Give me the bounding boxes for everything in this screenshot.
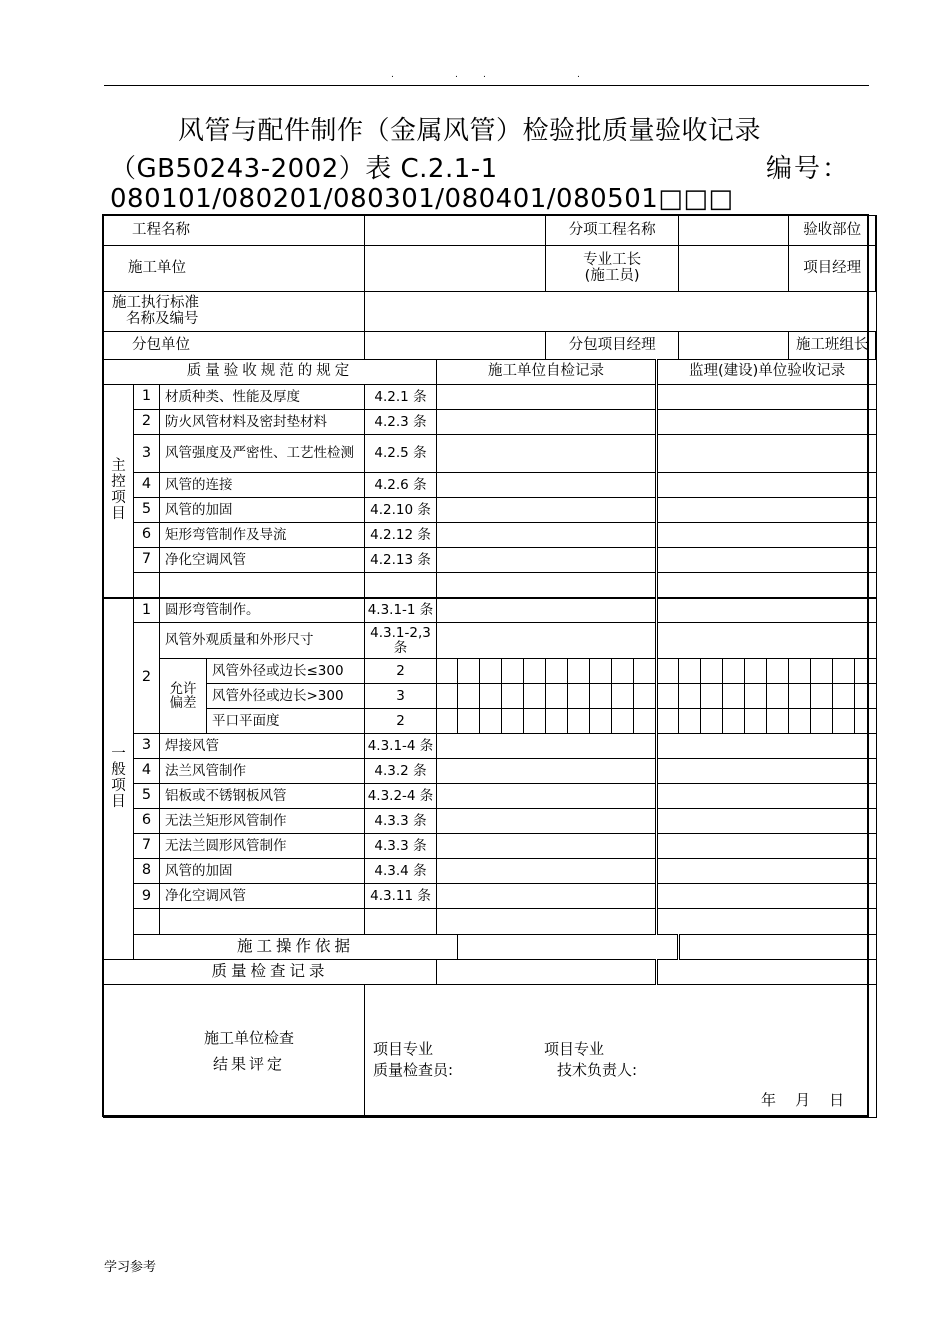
item-name: 铝板或不锈钢板风管 [160, 784, 365, 809]
item-clause: 4.3.3 条 [365, 809, 437, 834]
item-no: 6 [134, 523, 160, 548]
value-operation-basis-supervisor[interactable] [679, 934, 877, 959]
supervisor-cell[interactable] [657, 909, 877, 934]
item-name: 无法兰圆形风管制作 [160, 834, 365, 859]
item-clause: 4.3.1-2,3 条 [365, 623, 437, 659]
team-leader-cell [789, 332, 877, 360]
label-subcontract-unit: 分包单位 [104, 332, 365, 360]
header-dot: . [391, 70, 394, 80]
value-quality-record[interactable] [437, 959, 657, 984]
item-name: 风管外观质量和外形尺寸 [160, 623, 365, 659]
measure-cell[interactable] [833, 709, 855, 734]
supervisor-cell[interactable] [657, 573, 877, 598]
measure-cell[interactable] [789, 659, 811, 684]
col-header-self-check: 施工单位自检记录 [437, 360, 657, 385]
tech-line-2: 技术负责人: [557, 1061, 638, 1080]
measure-cell[interactable] [789, 684, 811, 709]
item-clause: 4.3.1-1 条 [365, 598, 437, 623]
item-name: 材质种类、性能及厚度 [160, 385, 365, 410]
item-clause-empty [365, 909, 437, 934]
inspection-table [103, 215, 877, 1118]
measure-cell[interactable] [855, 684, 877, 709]
item-no: 3 [134, 734, 160, 759]
self-check-cell[interactable] [437, 410, 657, 435]
supervisor-cell[interactable] [657, 809, 877, 834]
label-foreman [546, 246, 679, 292]
measure-cell[interactable] [568, 684, 590, 709]
measure-cell[interactable] [524, 659, 546, 684]
self-check-cell[interactable] [437, 834, 657, 859]
item-clause: 4.2.3 条 [365, 410, 437, 435]
standard-line-1: 施工执行标准 [112, 294, 199, 311]
supervisor-cell[interactable] [657, 859, 877, 884]
measure-cell[interactable] [723, 659, 745, 684]
measure-cell[interactable] [612, 659, 634, 684]
measure-cell[interactable] [745, 684, 767, 709]
header-dot: . [455, 70, 458, 80]
item-clause: 4.2.6 条 [365, 473, 437, 498]
measure-cell[interactable] [502, 709, 524, 734]
item-name: 圆形弯管制作。 [160, 598, 365, 623]
group-main-char: 目 [111, 505, 126, 522]
group-general-items [104, 598, 134, 959]
measure-cell[interactable] [458, 659, 480, 684]
item-clause: 4.3.2 条 [365, 759, 437, 784]
doc-standard: （GB50243-2002）表 C.2.1-1 [110, 154, 498, 184]
label-sub-project-name: 分项工程名称 [546, 216, 679, 246]
self-check-cell[interactable] [437, 598, 657, 623]
label-construction-unit: 施工单位 [104, 246, 365, 292]
measure-cell[interactable] [723, 684, 745, 709]
measure-cell[interactable] [833, 684, 855, 709]
item-no-empty [134, 909, 160, 934]
group-main-items [104, 385, 134, 598]
value-subcontract-unit[interactable] [365, 332, 546, 360]
value-foreman[interactable] [679, 246, 789, 292]
measure-cell[interactable] [634, 709, 657, 734]
item-clause: 4.3.3 条 [365, 834, 437, 859]
measure-cell[interactable] [745, 659, 767, 684]
measure-cell[interactable] [524, 684, 546, 709]
item-clause: 4.2.12 条 [365, 523, 437, 548]
item-no: 2 [134, 410, 160, 435]
item-no: 7 [134, 834, 160, 859]
measure-cell[interactable] [679, 709, 701, 734]
group-general-char: 一 [111, 745, 126, 762]
measure-cell[interactable] [657, 659, 679, 684]
supervisor-cell[interactable] [657, 523, 877, 548]
measure-cell[interactable] [524, 709, 546, 734]
supervisor-cell[interactable] [657, 410, 877, 435]
item-name-empty [160, 573, 365, 598]
item-clause-empty [365, 573, 437, 598]
label-standard [104, 292, 365, 332]
supervisor-cell[interactable] [657, 385, 877, 410]
tolerance-label-line-2: 偏差 [169, 695, 197, 712]
measure-cell[interactable] [657, 684, 679, 709]
label-project-manager: 项目经理 [789, 246, 876, 291]
sign-date: 年 月 日 [761, 1090, 845, 1109]
measure-cell[interactable] [568, 659, 590, 684]
group-main-char: 主 [111, 458, 126, 475]
item-no: 2 [134, 623, 160, 734]
item-clause: 4.2.5 条 [365, 435, 437, 473]
supervisor-cell[interactable] [657, 473, 877, 498]
item-name: 风管的加固 [160, 859, 365, 884]
item-name: 净化空调风管 [160, 548, 365, 573]
self-check-cell[interactable] [437, 435, 657, 473]
measure-cell[interactable] [480, 659, 502, 684]
label-project-name: 工程名称 [104, 216, 365, 246]
measure-cell[interactable] [811, 709, 833, 734]
group-main-char: 控 [111, 474, 126, 491]
supervisor-cell[interactable] [657, 435, 877, 473]
measure-cell[interactable] [855, 709, 877, 734]
tolerance-value: 2 [365, 709, 437, 734]
measure-cell[interactable] [701, 659, 723, 684]
evaluation-line-1: 施工单位检查 [203, 1028, 294, 1047]
doc-codes: 080101/080201/080301/080401/080501□□□ [110, 184, 734, 214]
measure-cell[interactable] [437, 684, 458, 709]
measure-cell[interactable] [634, 659, 657, 684]
measure-cell[interactable] [767, 709, 789, 734]
value-subcontract-manager[interactable] [679, 332, 789, 360]
item-clause: 4.2.1 条 [365, 385, 437, 410]
header-rule [104, 85, 869, 86]
item-name: 净化空调风管 [160, 884, 365, 909]
measure-cell[interactable] [745, 709, 767, 734]
self-check-cell[interactable] [437, 859, 657, 884]
evaluation-line-2: 结果评定 [212, 1054, 285, 1073]
supervisor-cell[interactable] [657, 884, 877, 909]
self-check-cell[interactable] [437, 809, 657, 834]
self-check-cell[interactable] [437, 909, 657, 934]
label-evaluation [104, 984, 365, 1117]
label-operation-basis: 施工操作依据 [134, 934, 458, 959]
item-clause: 4.3.11 条 [365, 884, 437, 909]
measure-cell[interactable] [612, 709, 634, 734]
self-check-cell[interactable] [437, 734, 657, 759]
signature-area[interactable] [365, 984, 877, 1117]
measure-cell[interactable] [546, 659, 568, 684]
measure-cell[interactable] [568, 709, 590, 734]
self-check-cell[interactable] [437, 473, 657, 498]
col-header-supervisor: 监理(建设)单位验收记录 [657, 360, 877, 385]
foreman-line-1: 专业工长 [583, 251, 642, 268]
measure-cell[interactable] [833, 659, 855, 684]
measure-cell[interactable] [855, 659, 877, 684]
item-name-empty [160, 909, 365, 934]
measure-cell[interactable] [546, 684, 568, 709]
measure-cell[interactable] [811, 684, 833, 709]
measure-cell[interactable] [811, 659, 833, 684]
group-general-char: 目 [111, 793, 126, 810]
foreman-line-2: (施工员) [584, 267, 640, 284]
measure-cell[interactable] [437, 659, 458, 684]
self-check-cell[interactable] [437, 573, 657, 598]
tolerance-item-name: 风管外径或边长≤300 [207, 659, 365, 684]
item-name: 防火风管材料及密封垫材料 [160, 410, 365, 435]
group-general-char: 项 [111, 777, 126, 794]
supervisor-cell[interactable] [657, 759, 877, 784]
tolerance-value: 3 [365, 684, 437, 709]
item-no: 6 [134, 809, 160, 834]
self-check-cell[interactable] [437, 523, 657, 548]
measure-cell[interactable] [590, 684, 612, 709]
project-manager-cell [789, 246, 877, 292]
item-clause: 4.3.2-4 条 [365, 784, 437, 809]
measure-cell[interactable] [437, 709, 458, 734]
supervisor-cell[interactable] [657, 623, 877, 659]
acceptance-part-cell [789, 216, 877, 246]
measure-cell[interactable] [590, 709, 612, 734]
standard-line-2: 名称及编号 [126, 310, 199, 327]
measure-cell[interactable] [458, 709, 480, 734]
header-dot: . [577, 70, 580, 80]
self-check-cell[interactable] [437, 623, 657, 659]
measure-cell[interactable] [502, 684, 524, 709]
item-no: 7 [134, 548, 160, 573]
item-clause: 4.2.10 条 [365, 498, 437, 523]
label-subcontract-manager: 分包项目经理 [546, 332, 679, 360]
item-name: 矩形弯管制作及导流 [160, 523, 365, 548]
value-quality-record-supervisor[interactable] [657, 959, 877, 984]
self-check-cell[interactable] [437, 884, 657, 909]
supervisor-cell[interactable] [657, 784, 877, 809]
measure-cell[interactable] [546, 709, 568, 734]
label-team-leader: 施工班组长 [789, 332, 876, 359]
measure-cell[interactable] [480, 684, 502, 709]
item-name: 法兰风管制作 [160, 759, 365, 784]
inspector-line-2: 质量检查员: [373, 1061, 454, 1080]
col-header-spec: 质量验收规范的规定 [104, 360, 437, 385]
group-general-char: 般 [111, 761, 126, 778]
tolerance-item-name: 风管外径或边长>300 [207, 684, 365, 709]
tolerance-label [160, 659, 207, 734]
item-name: 风管的加固 [160, 498, 365, 523]
item-name: 无法兰矩形风管制作 [160, 809, 365, 834]
inspector-line-1: 项目专业 [373, 1039, 434, 1058]
header-dot: . [483, 70, 486, 80]
supervisor-cell[interactable] [657, 498, 877, 523]
inspector-signature [373, 1039, 453, 1083]
item-clause: 4.2.13 条 [365, 548, 437, 573]
measure-cell[interactable] [789, 709, 811, 734]
item-no: 9 [134, 884, 160, 909]
self-check-cell[interactable] [437, 498, 657, 523]
self-check-cell[interactable] [437, 759, 657, 784]
item-no: 4 [134, 473, 160, 498]
tech-line-1: 项目专业 [544, 1039, 605, 1058]
item-name: 风管强度及严密性、工艺性检测 [160, 435, 365, 473]
measure-cell[interactable] [701, 709, 723, 734]
supervisor-cell[interactable] [657, 834, 877, 859]
label-quality-record: 质量检查记录 [104, 959, 437, 984]
supervisor-cell[interactable] [657, 598, 877, 623]
measure-cell[interactable] [679, 684, 701, 709]
item-no-empty [134, 573, 160, 598]
tolerance-item-name: 平口平面度 [207, 709, 365, 734]
tolerance-value: 2 [365, 659, 437, 684]
label-acceptance-part: 验收部位 [789, 216, 876, 245]
supervisor-cell[interactable] [657, 548, 877, 573]
item-clause: 4.3.1-4 条 [365, 734, 437, 759]
item-no: 3 [134, 435, 160, 473]
measure-cell[interactable] [701, 684, 723, 709]
item-name: 风管的连接 [160, 473, 365, 498]
value-sub-project-name[interactable] [679, 216, 789, 246]
measure-cell[interactable] [657, 709, 679, 734]
value-operation-basis[interactable] [458, 934, 679, 959]
doc-title: 风管与配件制作（金属风管）检验批质量验收记录 [178, 116, 762, 146]
measure-cell[interactable] [679, 659, 701, 684]
measure-cell[interactable] [502, 659, 524, 684]
item-no: 1 [134, 598, 160, 623]
item-no: 5 [134, 498, 160, 523]
measure-cell[interactable] [767, 684, 789, 709]
measure-cell[interactable] [480, 709, 502, 734]
self-check-cell[interactable] [437, 385, 657, 410]
measure-cell[interactable] [590, 659, 612, 684]
self-check-cell[interactable] [437, 784, 657, 809]
doc-code-label: 编号： [766, 154, 851, 184]
item-no: 1 [134, 385, 160, 410]
measure-cell[interactable] [723, 709, 745, 734]
item-name: 焊接风管 [160, 734, 365, 759]
measure-cell[interactable] [612, 684, 634, 709]
measure-cell[interactable] [458, 684, 480, 709]
value-project-name[interactable] [365, 216, 546, 246]
measure-cell[interactable] [634, 684, 657, 709]
tech-signature [544, 1039, 637, 1083]
value-construction-unit[interactable] [365, 246, 546, 292]
item-no: 8 [134, 859, 160, 884]
item-clause: 4.3.4 条 [365, 859, 437, 884]
group-main-char: 项 [111, 489, 126, 506]
supervisor-cell[interactable] [657, 734, 877, 759]
self-check-cell[interactable] [437, 548, 657, 573]
item-no: 5 [134, 784, 160, 809]
footer-text: 学习参考 [104, 1260, 157, 1275]
measure-cell[interactable] [767, 659, 789, 684]
item-no: 4 [134, 759, 160, 784]
tolerance-label-line-1: 允许 [169, 680, 197, 697]
value-standard[interactable] [365, 292, 877, 332]
